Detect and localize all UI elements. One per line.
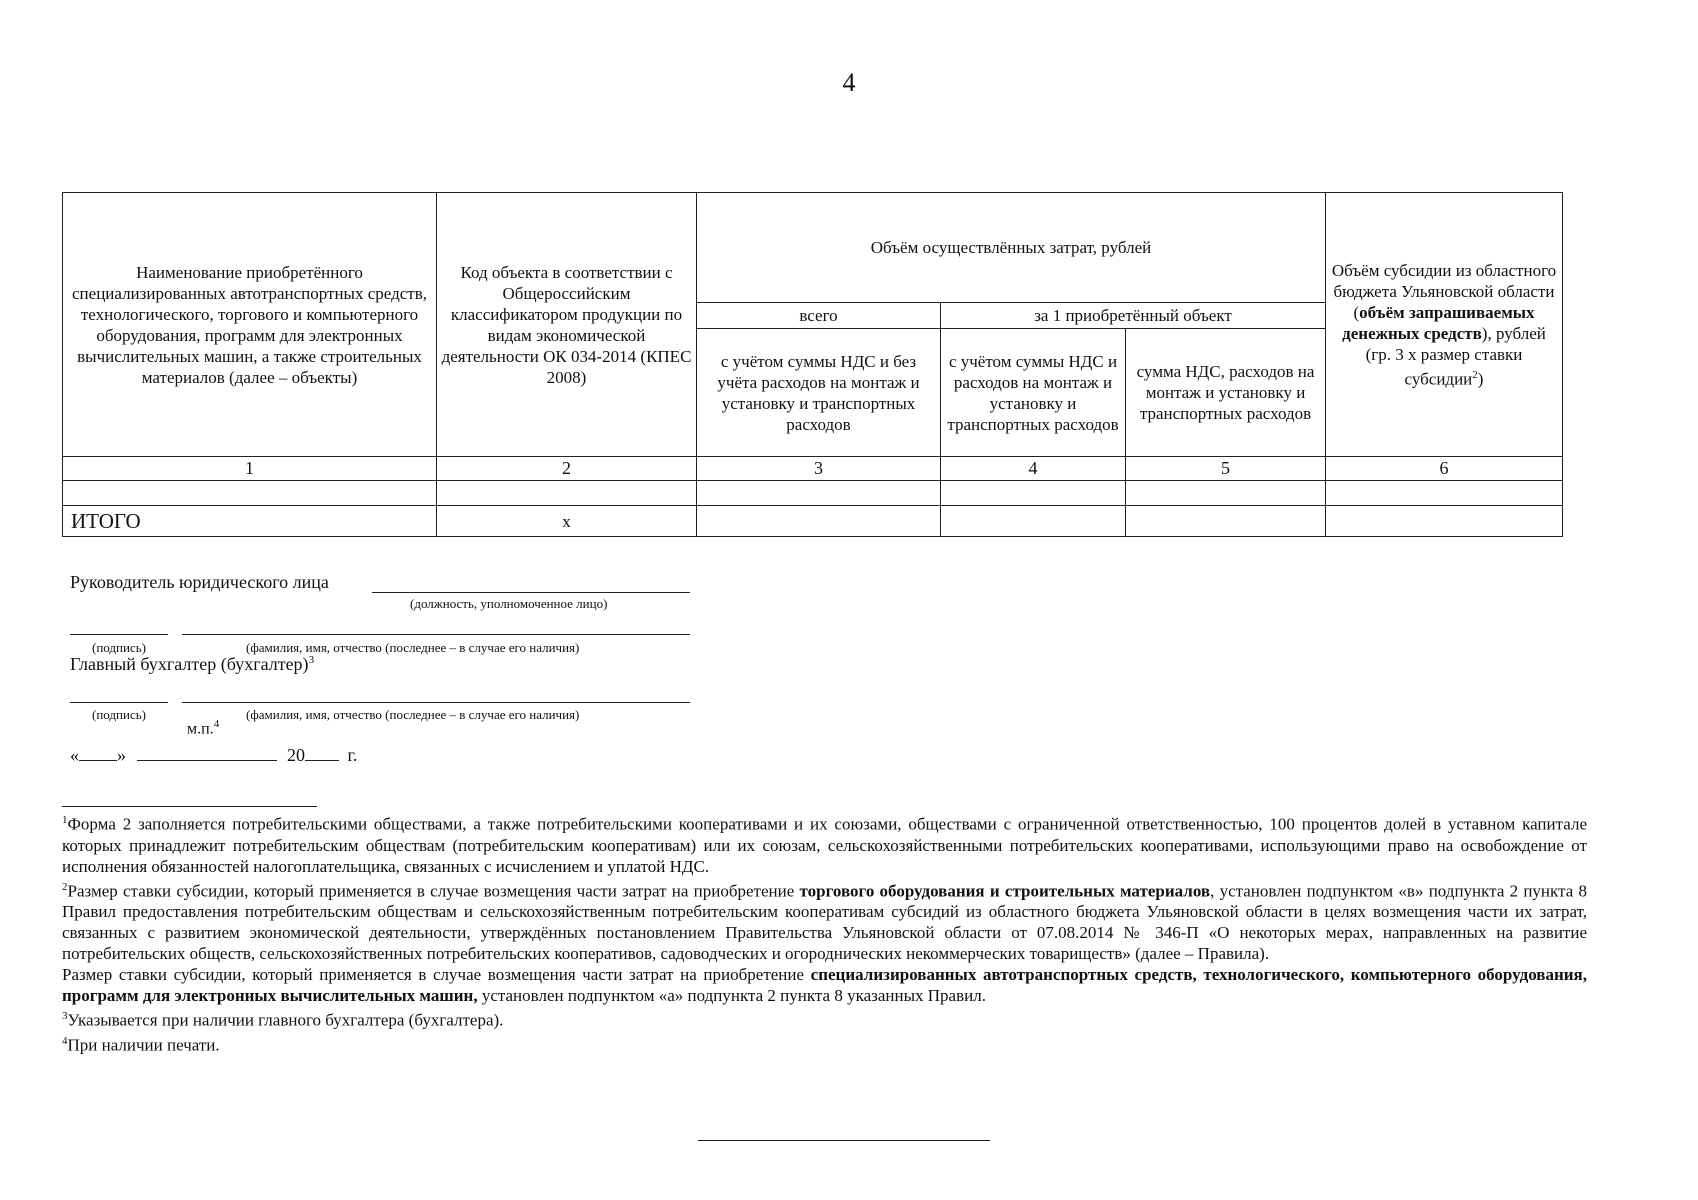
footnotes: [62, 810, 1587, 1056]
fio-caption: (фамилия, имя, отчество (последнее – в случае его наличия): [246, 707, 580, 722]
date-day-field[interactable]: [79, 744, 117, 761]
header-col5: сумма НДС, расходов на монтаж и установку и транспортных расходов: [1126, 329, 1326, 457]
head-caption: (должность, уполномоченное лицо): [410, 596, 608, 611]
column-numbers-row: [63, 457, 1563, 481]
table-row: [63, 481, 1563, 506]
col-number: 5: [1126, 457, 1326, 481]
total-cell[interactable]: [941, 506, 1126, 537]
table-cell[interactable]: [63, 481, 437, 506]
col-number: 6: [1326, 457, 1563, 481]
table-cell[interactable]: [697, 481, 941, 506]
sign-caption: (подпись): [92, 640, 146, 655]
end-separator: [698, 1140, 990, 1141]
footnote-1: $^1$Форма 2 заполняется потребительскими обществами, а также потребительскими кооперативами и их союзами, обществами с ограниченной ответственностью, 100 процентов долей в уставном капитале которых принадлежит потребительским обществам (потребительским кооперативам) или их союзам, сельскохозяйственными потребительских кооперативами, использующими право на освобождение от исполнения обязанностей налогоплательщика, связанных с исчислением и уплатой НДС.: [62, 814, 1587, 876]
footnote-3: $^3$Указывается при наличии главного бухгалтера (бухгалтера).: [62, 1010, 504, 1030]
table-cell[interactable]: [437, 481, 697, 506]
table-cell[interactable]: [941, 481, 1126, 506]
footnote-4: $^4$При наличии печати.: [62, 1034, 220, 1055]
head-signature-line[interactable]: [70, 634, 168, 635]
total-code: х: [437, 506, 697, 537]
header-vsego: всего: [697, 303, 941, 329]
footnote-2-continued: Размер ставки субсидии, который применяется в случае возмещения части затрат на приобретение специализированных автотранспортных средств, технологического, компьютерного оборудования, программ для электронных вычислительных машин, установлен подпунктом «а» подпункта 2 пункта 8 указанных Правил.: [62, 965, 1587, 1006]
header-per-object: за 1 приобретённый объект: [941, 303, 1326, 329]
header-col3: с учётом суммы НДС и без учёта расходов на монтаж и установку и транспортных расходов: [697, 329, 941, 457]
date-month-field[interactable]: [137, 744, 277, 761]
header-col6: Объём субсидии из областного бюджета Ульяновской области (объём запрашиваемых денежных средств), рублей (гр. 3 х размер ставки субсидии$^2$): [1326, 193, 1563, 457]
accountant-label: Главный бухгалтер (бухгалтер)$^3$: [70, 654, 315, 674]
col-number: 4: [941, 457, 1126, 481]
header-col4: с учётом суммы НДС и расходов на монтаж и установку и транспортных расходов: [941, 329, 1126, 457]
accountant-fio-line[interactable]: [182, 702, 690, 703]
footnote-separator: [62, 806, 317, 807]
total-label: ИТОГО: [63, 506, 437, 537]
header-col1: Наименование приобретённого специализированных автотранспортных средств, технологического, торгового и компьютерного оборудования, программ для электронных вычислительных машин, а также строительных материалов (далее – объекты): [63, 193, 437, 457]
footnote-2: $^2$Размер ставки субсидии, который применяется в случае возмещения части затрат на приобретение торгового оборудования и строительных материалов, установлен подпунктом «в» подпункта 2 пункта 8 Правил предоставления потребительским обществам и сельскохозяйственным потребительским кооперативам субсидий из областного бюджета Ульяновской области в целях возмещения части их затрат, связанных с развитием экономической деятельности, утверждённых постановлением Правительства Ульяновской области от 07.08.2014 № 346-П «О некоторых мерах, направленных на развитие потребительских обществ, сельскохозяйственных потребительских кооперативов, садоводческих и огороднических некоммерческих товариществ» (далее – Правила).: [62, 880, 1587, 964]
header-col2: Код объекта в соответствии с Общероссийским классификатором продукции по видам экономической деятельности ОК 034-2014 (КПЕС 2008): [437, 193, 697, 457]
col-number: 2: [437, 457, 697, 481]
stamp-place: м.п.$^4$: [187, 718, 220, 738]
date-year-field[interactable]: [305, 744, 339, 761]
sign-caption: (подпись): [92, 707, 146, 722]
col-number: 1: [63, 457, 437, 481]
date-line: « » 20 г.: [70, 745, 358, 765]
header-costs-group: Объём осуществлённых затрат, рублей: [697, 193, 1326, 303]
head-position-line[interactable]: [372, 592, 690, 593]
page-number: 4: [842, 68, 856, 97]
total-cell[interactable]: [1126, 506, 1326, 537]
table-cell[interactable]: [1326, 481, 1563, 506]
fio-caption: (фамилия, имя, отчество (последнее – в случае его наличия): [246, 640, 580, 655]
accountant-signature-line[interactable]: [70, 702, 168, 703]
col-number: 3: [697, 457, 941, 481]
total-cell[interactable]: [697, 506, 941, 537]
total-cell[interactable]: [1326, 506, 1563, 537]
head-fio-line[interactable]: [182, 634, 690, 635]
head-label: Руководитель юридического лица: [70, 572, 329, 592]
total-row: [63, 506, 1563, 537]
table-cell[interactable]: [1126, 481, 1326, 506]
costs-table: [62, 192, 1563, 537]
